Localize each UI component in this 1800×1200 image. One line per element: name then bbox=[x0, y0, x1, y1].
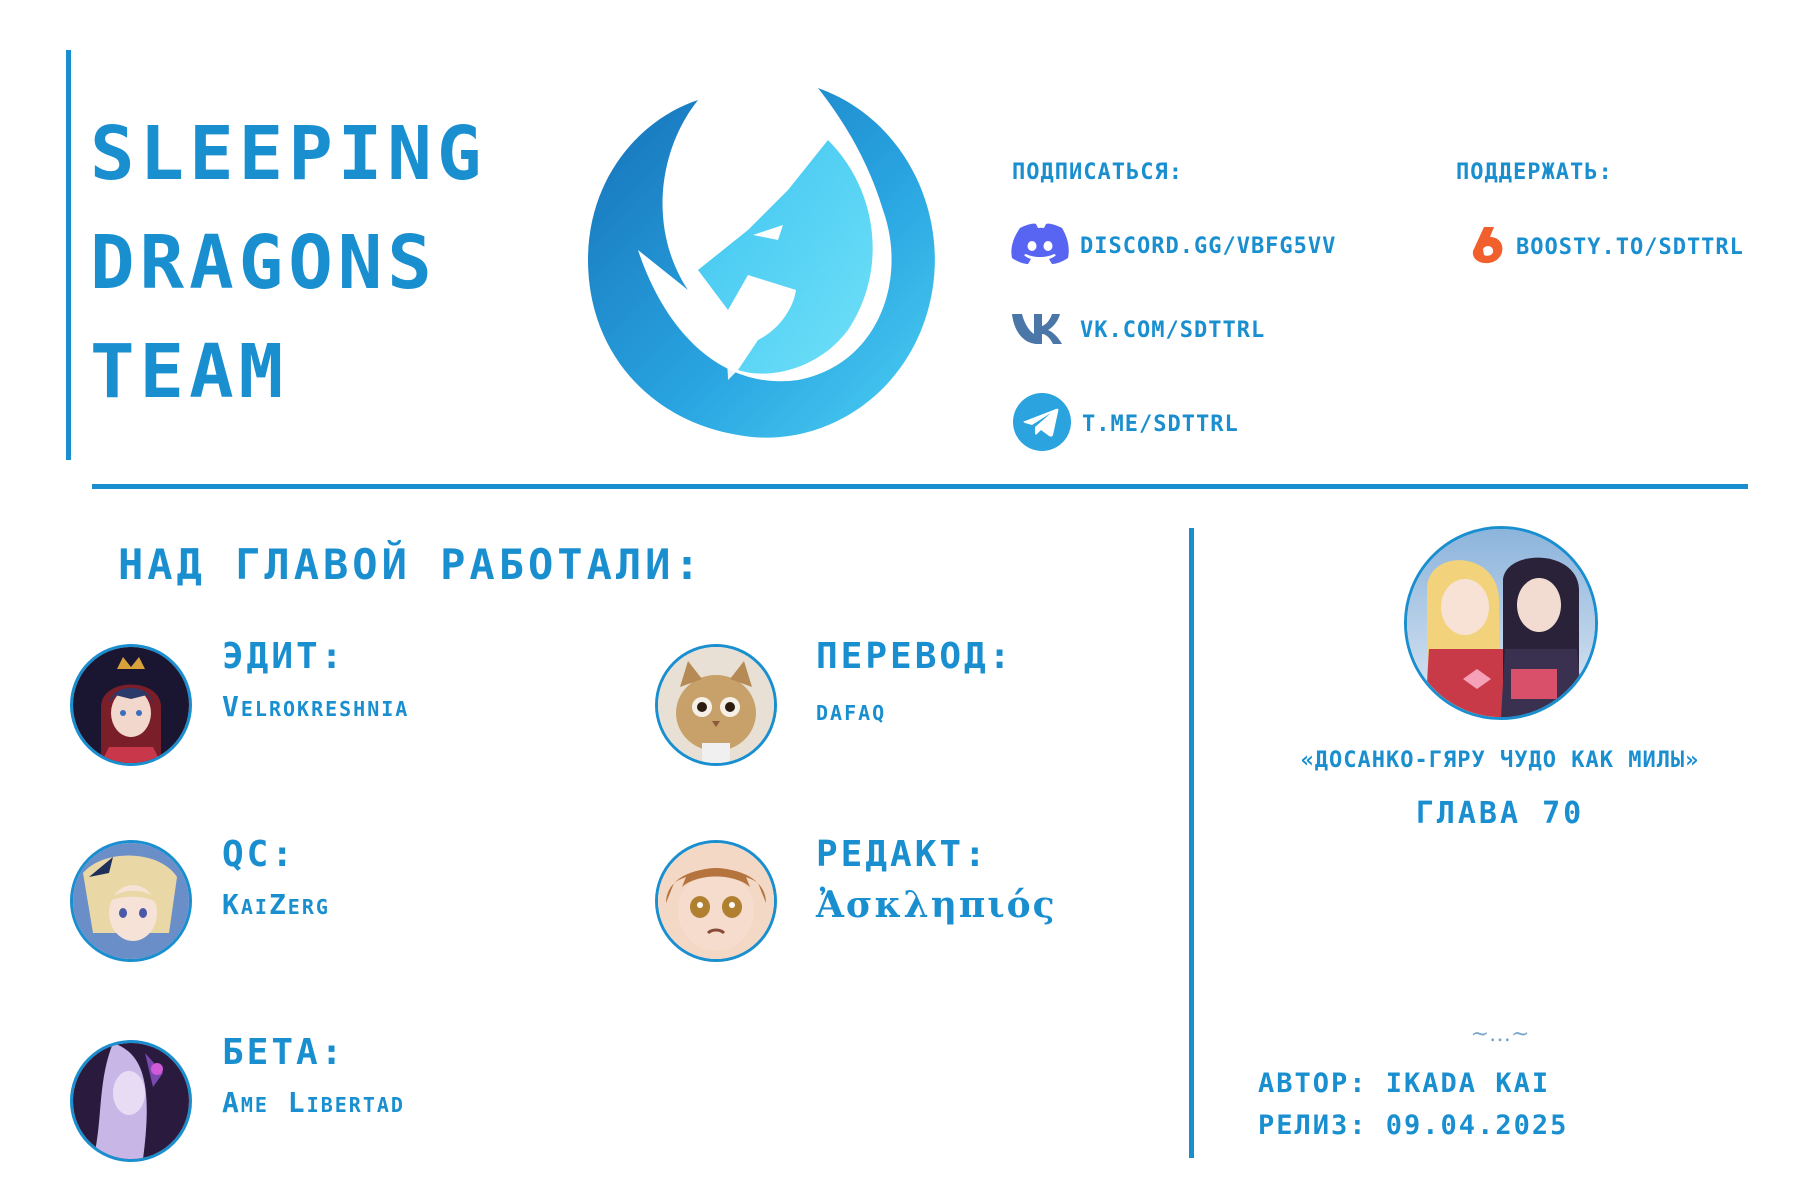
name-beta: Ame Libertad bbox=[222, 1086, 405, 1119]
team-name-line-2: DRAGONS bbox=[90, 220, 437, 306]
vk-icon bbox=[1010, 310, 1070, 350]
author-info: АВТОР: IKADA KAI bbox=[1258, 1068, 1551, 1099]
avatar-translation bbox=[655, 644, 777, 766]
discord-icon bbox=[1010, 222, 1070, 270]
name-qc: KaiZerg bbox=[222, 888, 330, 921]
name-redact: Ἀσκληπιός bbox=[816, 884, 1057, 926]
role-beta: БЕТА: bbox=[222, 1032, 346, 1073]
name-translation: dafaq bbox=[816, 694, 887, 727]
discord-link-text: DISCORD.GG/VBFG5VV bbox=[1080, 233, 1337, 259]
role-edit: ЭДИТ: bbox=[222, 636, 346, 677]
boosty-icon bbox=[1470, 225, 1506, 269]
boosty-link-text: BOOSTY.TO/SDTTRL bbox=[1516, 234, 1744, 260]
chapter-number: ГЛАВА 70 bbox=[1415, 796, 1585, 831]
dragon-logo bbox=[578, 80, 948, 450]
decoration: ~…~ bbox=[1470, 1022, 1530, 1047]
header-divider bbox=[92, 484, 1748, 489]
section-divider bbox=[1189, 528, 1194, 1158]
header-accent-bar bbox=[66, 50, 71, 460]
avatar-redact bbox=[655, 840, 777, 962]
team-name bbox=[90, 100, 510, 427]
discord-link[interactable] bbox=[1010, 222, 1336, 270]
avatar-qc bbox=[70, 840, 192, 962]
vk-link-text: VK.COM/SDTTRL bbox=[1080, 317, 1266, 343]
role-redact: РЕДАКТ: bbox=[816, 834, 989, 875]
team-name-line-3: TEAM bbox=[90, 329, 289, 415]
telegram-link[interactable] bbox=[1012, 392, 1239, 456]
vk-link[interactable] bbox=[1010, 310, 1265, 350]
telegram-icon bbox=[1012, 392, 1072, 456]
support-label: ПОДДЕРЖАТЬ: bbox=[1456, 160, 1613, 185]
telegram-link-text: T.ME/SDTTRL bbox=[1082, 411, 1239, 437]
boosty-link[interactable] bbox=[1470, 225, 1744, 269]
subscribe-label: ПОДПИСАТЬСЯ: bbox=[1012, 160, 1183, 185]
avatar-edit bbox=[70, 644, 192, 766]
credits-title: НАД ГЛАВОЙ РАБОТАЛИ: bbox=[118, 540, 704, 589]
role-translation: ПЕРЕВОД: bbox=[816, 636, 1014, 677]
manga-title: «ДОСАНКО-ГЯРУ ЧУДО КАК МИЛЫ» bbox=[1300, 748, 1700, 773]
avatar-beta bbox=[70, 1040, 192, 1162]
name-edit: Velrokreshnia bbox=[222, 690, 410, 723]
role-qc: QC: bbox=[222, 834, 297, 875]
manga-cover bbox=[1404, 526, 1598, 720]
release-date: РЕЛИЗ: 09.04.2025 bbox=[1258, 1110, 1569, 1141]
team-name-line-1: SLEEPING bbox=[90, 111, 487, 197]
